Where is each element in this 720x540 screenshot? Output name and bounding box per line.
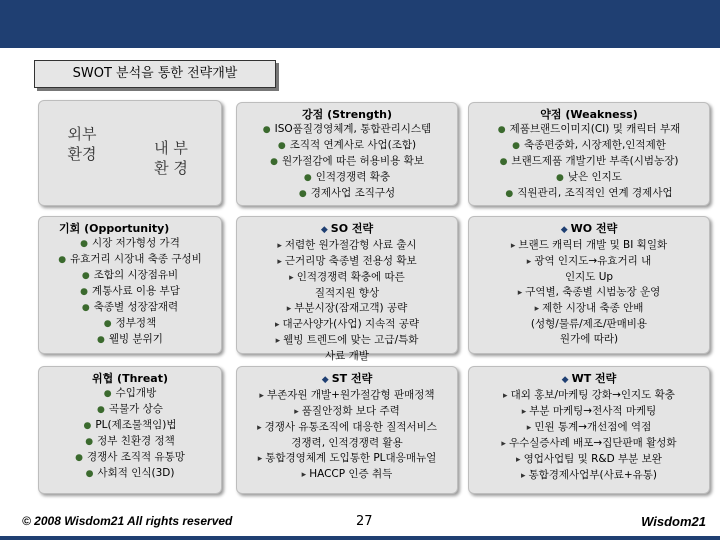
- list-item: ● 축종편중화, 시장제한,인적제한: [469, 138, 709, 154]
- st-header: ◆ ST 전략: [237, 371, 457, 388]
- list-item: ▸ 통합경영체계 도입통한 PL대응매뉴얼: [237, 451, 457, 467]
- header-bar: [0, 0, 720, 48]
- list-item: ▸ 웰빙 트렌드에 맞는 고급/특화: [237, 333, 457, 349]
- list-item: ▸ 영업사업팀 및 R&D 부분 보완: [469, 452, 709, 468]
- list-item: ● 원가절감에 따른 허용비용 확보: [237, 154, 457, 170]
- opportunity-header: 기회 (Opportunity): [59, 222, 170, 235]
- external-label-line-1: 외부: [67, 125, 97, 143]
- list-item: ● 인적경쟁력 확충: [237, 170, 457, 186]
- list-item: ● 사회적 인식(3D): [39, 466, 221, 482]
- list-item: ● PL(제조물책임)법: [39, 418, 221, 434]
- list-item: ● 유효거리 시장내 축종 구성비: [39, 252, 221, 268]
- list-item: ▸ 통합경제사업부(사료+유통): [469, 468, 709, 484]
- list-item: ● 정부 친환경 정책: [39, 434, 221, 450]
- list-item: ▸ 브랜드 캐릭터 개발 및 BI 획일화: [469, 238, 709, 254]
- list-item: 사료 개발: [325, 350, 369, 362]
- list-item: ● 경쟁사 조직적 유통망: [39, 450, 221, 466]
- list-item: 인지도 Up: [564, 271, 614, 283]
- list-item: ▸ 우수실증사례 배포→집단판매 활성화: [469, 436, 709, 452]
- list-item: ● 제품브랜드이미지(CI) 및 캐릭터 부재: [469, 122, 709, 138]
- list-item: ● 조합의 시장점유비: [39, 268, 221, 284]
- list-item: ● 직원관리, 조직적인 연계 경제사업: [469, 186, 709, 202]
- wt-header: ◆ WT 전략: [469, 371, 709, 388]
- list-item: ● 경제사업 조직구성: [237, 186, 457, 202]
- brand-logo: Wisdom21: [641, 514, 706, 529]
- list-item: ▸ 부존자원 개발+원가절감형 판매정책: [237, 388, 457, 404]
- list-item: ▸ 부분시장(잠재고객) 공략: [237, 301, 457, 317]
- list-item: ● 조직적 연계사로 사업(조합): [237, 138, 457, 154]
- internal-label: [136, 138, 206, 178]
- opportunity-panel: [38, 216, 222, 354]
- so-strategy-panel: [236, 216, 458, 362]
- internal-label-line-1: 내 부: [154, 139, 188, 157]
- list-item: ● 브랜드제품 개발기반 부족(시범농장): [469, 154, 709, 170]
- wo-header: ◆ WO 전략: [469, 221, 709, 238]
- list-item: ● 계통사료 이용 부담: [39, 284, 221, 300]
- list-item: ● 정부정책: [39, 316, 221, 332]
- list-item: ▸ 품질안정화 보다 주력: [237, 404, 457, 420]
- list-item: ● ISO품질경영체계, 통합관리시스템: [237, 122, 457, 138]
- list-item: (성형/물류/제조/판매비용: [530, 318, 648, 330]
- external-label: [56, 124, 108, 164]
- list-item: ▸ 저렴한 원가절감형 사료 출시: [237, 238, 457, 254]
- wo-strategy-panel: [468, 216, 710, 354]
- list-item: ▸ 대외 홍보/마케팅 강화→인지도 확충: [469, 388, 709, 404]
- list-item: 원가에 따라): [559, 333, 619, 345]
- list-item: 질적지원 향상: [314, 287, 380, 299]
- weakness-header: 약점 (Weakness): [540, 108, 638, 121]
- copyright-text: © 2008 Wisdom21 All rights reserved: [22, 514, 233, 528]
- list-item: ● 시장 저가형성 가격: [39, 236, 221, 252]
- list-item: ● 웰빙 분위기: [39, 332, 221, 348]
- wt-strategy-panel: [468, 366, 710, 494]
- list-item: ● 축종별 성장잠재력: [39, 300, 221, 316]
- list-item: ▸ 광역 인지도→유효거리 내: [469, 254, 709, 270]
- internal-label-line-2: 환 경: [154, 159, 188, 177]
- list-item: ▸ 근거리망 축종별 전용성 확보: [237, 254, 457, 270]
- so-header: ◆ SO 전략: [237, 221, 457, 238]
- list-item: ▸ 구역별, 축종별 시범농장 운영: [469, 285, 709, 301]
- page-title: SWOT 분석을 통한 전략개발: [34, 60, 276, 88]
- external-label-line-2: 환경: [67, 145, 97, 163]
- list-item: ▸ 민원 통계→개선점에 역점: [469, 420, 709, 436]
- strength-header: 강점 (Strength): [302, 108, 392, 121]
- footer-bar: [0, 536, 720, 540]
- threat-panel: [38, 366, 222, 494]
- list-item: ▸ 부분 마케팅→전사적 마케팅: [469, 404, 709, 420]
- list-item: ● 낮은 인지도: [469, 170, 709, 186]
- list-item: ▸ HACCP 인증 취득: [237, 467, 457, 483]
- strength-panel: [236, 102, 458, 206]
- list-item: ▸ 제한 시장내 축종 안배: [469, 301, 709, 317]
- page-number: 27: [356, 514, 373, 529]
- list-item: ● 곡물가 상승: [39, 402, 221, 418]
- list-item: ● 수입개방: [39, 386, 221, 402]
- threat-header: 위협 (Threat): [91, 372, 169, 385]
- list-item: ▸ 인적경쟁력 확충에 따른: [237, 270, 457, 286]
- list-item: 경쟁력, 인적경쟁력 활용: [291, 437, 403, 449]
- list-item: ▸ 대군사양가(사업) 지속적 공략: [237, 317, 457, 333]
- st-strategy-panel: [236, 366, 458, 494]
- list-item: ▸ 경쟁사 유통조직에 대응한 질적서비스: [237, 420, 457, 436]
- weakness-panel: [468, 102, 710, 206]
